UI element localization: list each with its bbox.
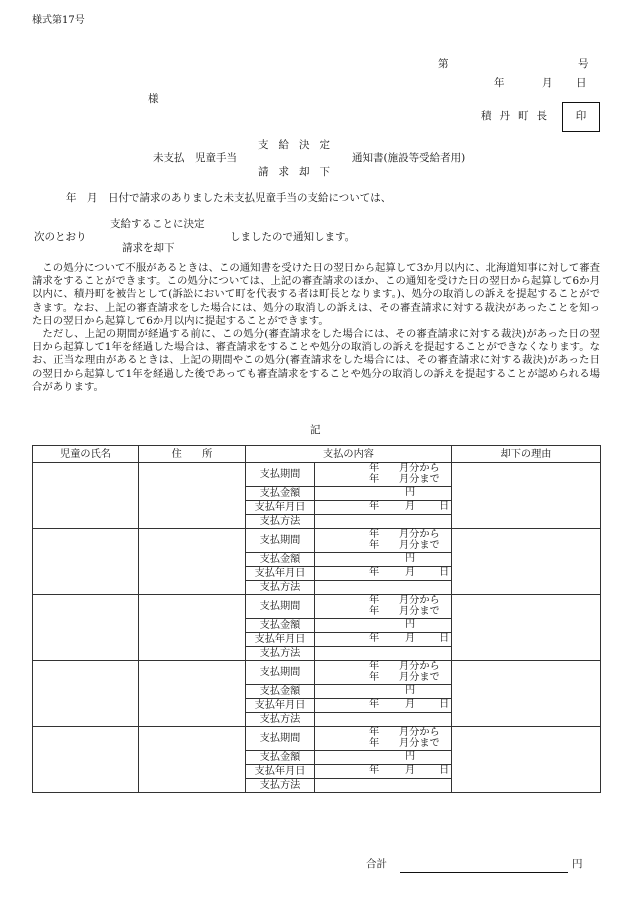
rejection-reason-cell[interactable] xyxy=(452,727,601,793)
address-cell[interactable] xyxy=(139,595,246,661)
form-number: 様式第17号 xyxy=(32,15,85,26)
issuer-name: 積丹町長 xyxy=(481,110,555,122)
rejection-reason-cell[interactable] xyxy=(452,463,601,529)
payment-amount-label: 支払金額 xyxy=(246,685,315,699)
title-option-rejection: 請求却下 xyxy=(258,166,340,178)
payment-date-label: 支払年月日 xyxy=(246,699,315,713)
decision-suffix: しましたので通知します。 xyxy=(230,231,356,243)
total-yen-unit: 円 xyxy=(572,858,583,870)
title-subject: 未支払 児童手当 xyxy=(153,152,237,164)
payment-method-value[interactable] xyxy=(315,647,452,661)
header-rejection-reason: 却下の理由 xyxy=(452,446,601,463)
rejection-reason-cell[interactable] xyxy=(452,595,601,661)
amount-yen-unit: 円 xyxy=(405,619,416,630)
issue-date-day: 日 xyxy=(576,77,587,89)
amount-yen-unit: 円 xyxy=(405,553,416,564)
header-address: 住 所 xyxy=(139,446,246,463)
payment-period-label: 支払期間 xyxy=(246,529,315,553)
rejection-reason-cell[interactable] xyxy=(452,661,601,727)
payment-period-value[interactable] xyxy=(315,529,452,553)
payment-method-value[interactable] xyxy=(315,581,452,595)
payment-period-value[interactable] xyxy=(315,463,452,487)
decision-prefix: 次のとおり xyxy=(34,231,87,243)
period-to-month: 月分まで xyxy=(399,474,440,485)
period-from-year: 年 xyxy=(369,463,380,474)
payment-date-month: 月 xyxy=(405,633,416,644)
period-from-month: 月分から xyxy=(399,463,440,474)
period-to-month: 月分まで xyxy=(399,540,440,551)
payment-date-label: 支払年月日 xyxy=(246,633,315,647)
payment-period-label: 支払期間 xyxy=(246,595,315,619)
period-to-year: 年 xyxy=(369,606,380,617)
address-cell[interactable] xyxy=(139,727,246,793)
appeal-notice-paragraph-2: ただし、上記の期間が経過する前に、この処分(審査請求をした場合には、その審査請求に対する裁決)があった日の翌日から起算して1年を経過した場合は、審査請求をすることや処分の取消しの訴えを提起することができなくなります。なお、正当な理由があるときは、上記の期間やこの処分(審査請求をした場合には、その審査請求に対する裁決)があった日の翌日から起算して1年を経過した後であっても審査請求をすることや処分の取消しの訴えを提起することが認められる場合があります。 xyxy=(32,328,600,393)
amount-yen-unit: 円 xyxy=(405,685,416,696)
table-header-row xyxy=(33,446,601,463)
payment-date-label: 支払年月日 xyxy=(246,567,315,581)
address-cell[interactable] xyxy=(139,661,246,727)
total-label: 合計 xyxy=(366,858,387,870)
child-name-cell[interactable] xyxy=(33,463,139,529)
record-row xyxy=(33,595,601,619)
child-name-cell[interactable] xyxy=(33,727,139,793)
payment-amount-label: 支払金額 xyxy=(246,751,315,765)
payment-method-label: 支払方法 xyxy=(246,515,315,529)
title-option-payment: 支給決定 xyxy=(258,139,340,151)
payment-date-value[interactable] xyxy=(315,633,452,647)
payment-method-value[interactable] xyxy=(315,515,452,529)
payment-date-year: 年 xyxy=(369,699,380,710)
issue-date-year: 年 xyxy=(494,77,505,89)
payment-amount-label: 支払金額 xyxy=(246,487,315,501)
number-suffix: 号 xyxy=(578,58,589,70)
period-from-year: 年 xyxy=(369,661,380,672)
period-from-month: 月分から xyxy=(399,595,440,606)
payment-date-day: 日 xyxy=(439,567,450,578)
payment-date-day: 日 xyxy=(439,765,450,776)
payment-amount-label: 支払金額 xyxy=(246,553,315,567)
payment-method-value[interactable] xyxy=(315,713,452,727)
issue-date-month: 月 xyxy=(542,77,553,89)
number-prefix: 第 xyxy=(438,58,449,70)
seal-label: 印 xyxy=(575,110,587,123)
payment-date-label: 支払年月日 xyxy=(246,765,315,779)
payment-period-value[interactable] xyxy=(315,727,452,751)
payment-amount-value[interactable] xyxy=(315,619,452,633)
total-amount-line[interactable] xyxy=(400,872,568,873)
child-name-cell[interactable] xyxy=(33,529,139,595)
payment-amount-value[interactable] xyxy=(315,751,452,765)
period-from-year: 年 xyxy=(369,529,380,540)
seal-box xyxy=(562,102,600,132)
payment-date-value[interactable] xyxy=(315,765,452,779)
payment-period-label: 支払期間 xyxy=(246,463,315,487)
payment-date-year: 年 xyxy=(369,567,380,578)
payment-amount-value[interactable] xyxy=(315,487,452,501)
child-name-cell[interactable] xyxy=(33,661,139,727)
payment-date-day: 日 xyxy=(439,699,450,710)
addressee-suffix: 様 xyxy=(148,93,159,105)
address-cell[interactable] xyxy=(139,463,246,529)
payment-date-month: 月 xyxy=(405,501,416,512)
ki-heading: 記 xyxy=(310,424,321,436)
period-from-month: 月分から xyxy=(399,661,440,672)
appeal-notice xyxy=(32,262,600,394)
period-from-year: 年 xyxy=(369,595,380,606)
amount-yen-unit: 円 xyxy=(405,751,416,762)
payment-date-year: 年 xyxy=(369,633,380,644)
period-to-year: 年 xyxy=(369,474,380,485)
decision-option-payment: 支給することに決定 xyxy=(110,218,205,230)
record-row xyxy=(33,463,601,487)
record-row xyxy=(33,661,601,685)
payment-period-label: 支払期間 xyxy=(246,727,315,751)
payment-date-year: 年 xyxy=(369,501,380,512)
payment-date-month: 月 xyxy=(405,567,416,578)
payment-date-month: 月 xyxy=(405,699,416,710)
payment-period-value[interactable] xyxy=(315,661,452,685)
payment-period-value[interactable] xyxy=(315,595,452,619)
period-to-year: 年 xyxy=(369,540,380,551)
payment-amount-value[interactable] xyxy=(315,685,452,699)
payment-date-month: 月 xyxy=(405,765,416,776)
amount-yen-unit: 円 xyxy=(405,487,416,498)
period-from-month: 月分から xyxy=(399,529,440,540)
payment-date-year: 年 xyxy=(369,765,380,776)
payment-method-label: 支払方法 xyxy=(246,581,315,595)
header-payment-details: 支払の内容 xyxy=(246,446,452,463)
payment-date-value[interactable] xyxy=(315,501,452,515)
address-cell[interactable] xyxy=(139,529,246,595)
period-to-month: 月分まで xyxy=(399,672,440,683)
payment-table xyxy=(32,445,601,793)
payment-method-value[interactable] xyxy=(315,779,452,793)
header-child-name: 児童の氏名 xyxy=(33,446,139,463)
intro-sentence: 年 月 日付で請求のありました未支払児童手当の支給については、 xyxy=(66,192,392,204)
payment-method-label: 支払方法 xyxy=(246,647,315,661)
record-row xyxy=(33,529,601,553)
period-from-month: 月分から xyxy=(399,727,440,738)
payment-method-label: 支払方法 xyxy=(246,779,315,793)
payment-date-day: 日 xyxy=(439,501,450,512)
appeal-notice-paragraph-1: この処分について不服があるときは、この通知書を受けた日の翌日から起算して3か月以内に、北海道知事に対して審査請求をすることができます。この処分については、上記の審査請求のほか、この通知を受けた日の翌日から起算して6か月以内に、積丹町を被告として(訴訟において町を代表する者は町長となります。)、処分の取消しの訴えを提起することができます。なお、上記の審査請求をした場合には、処分の取消しの訴えは、その審査請求に対する裁決があったことを知った日の翌日から起算して6か月以内に提起することができます。 xyxy=(32,262,600,327)
period-to-year: 年 xyxy=(369,672,380,683)
payment-date-label: 支払年月日 xyxy=(246,501,315,515)
decision-option-rejection: 請求を却下 xyxy=(122,242,175,254)
payment-amount-label: 支払金額 xyxy=(246,619,315,633)
period-to-year: 年 xyxy=(369,738,380,749)
period-from-year: 年 xyxy=(369,727,380,738)
record-row xyxy=(33,727,601,751)
period-to-month: 月分まで xyxy=(399,606,440,617)
payment-date-value[interactable] xyxy=(315,567,452,581)
rejection-reason-cell[interactable] xyxy=(452,529,601,595)
child-name-cell[interactable] xyxy=(33,595,139,661)
period-to-month: 月分まで xyxy=(399,738,440,749)
title-document-type: 通知書(施設等受給者用) xyxy=(352,152,466,164)
payment-period-label: 支払期間 xyxy=(246,661,315,685)
payment-date-day: 日 xyxy=(439,633,450,644)
payment-date-value[interactable] xyxy=(315,699,452,713)
payment-amount-value[interactable] xyxy=(315,553,452,567)
payment-method-label: 支払方法 xyxy=(246,713,315,727)
